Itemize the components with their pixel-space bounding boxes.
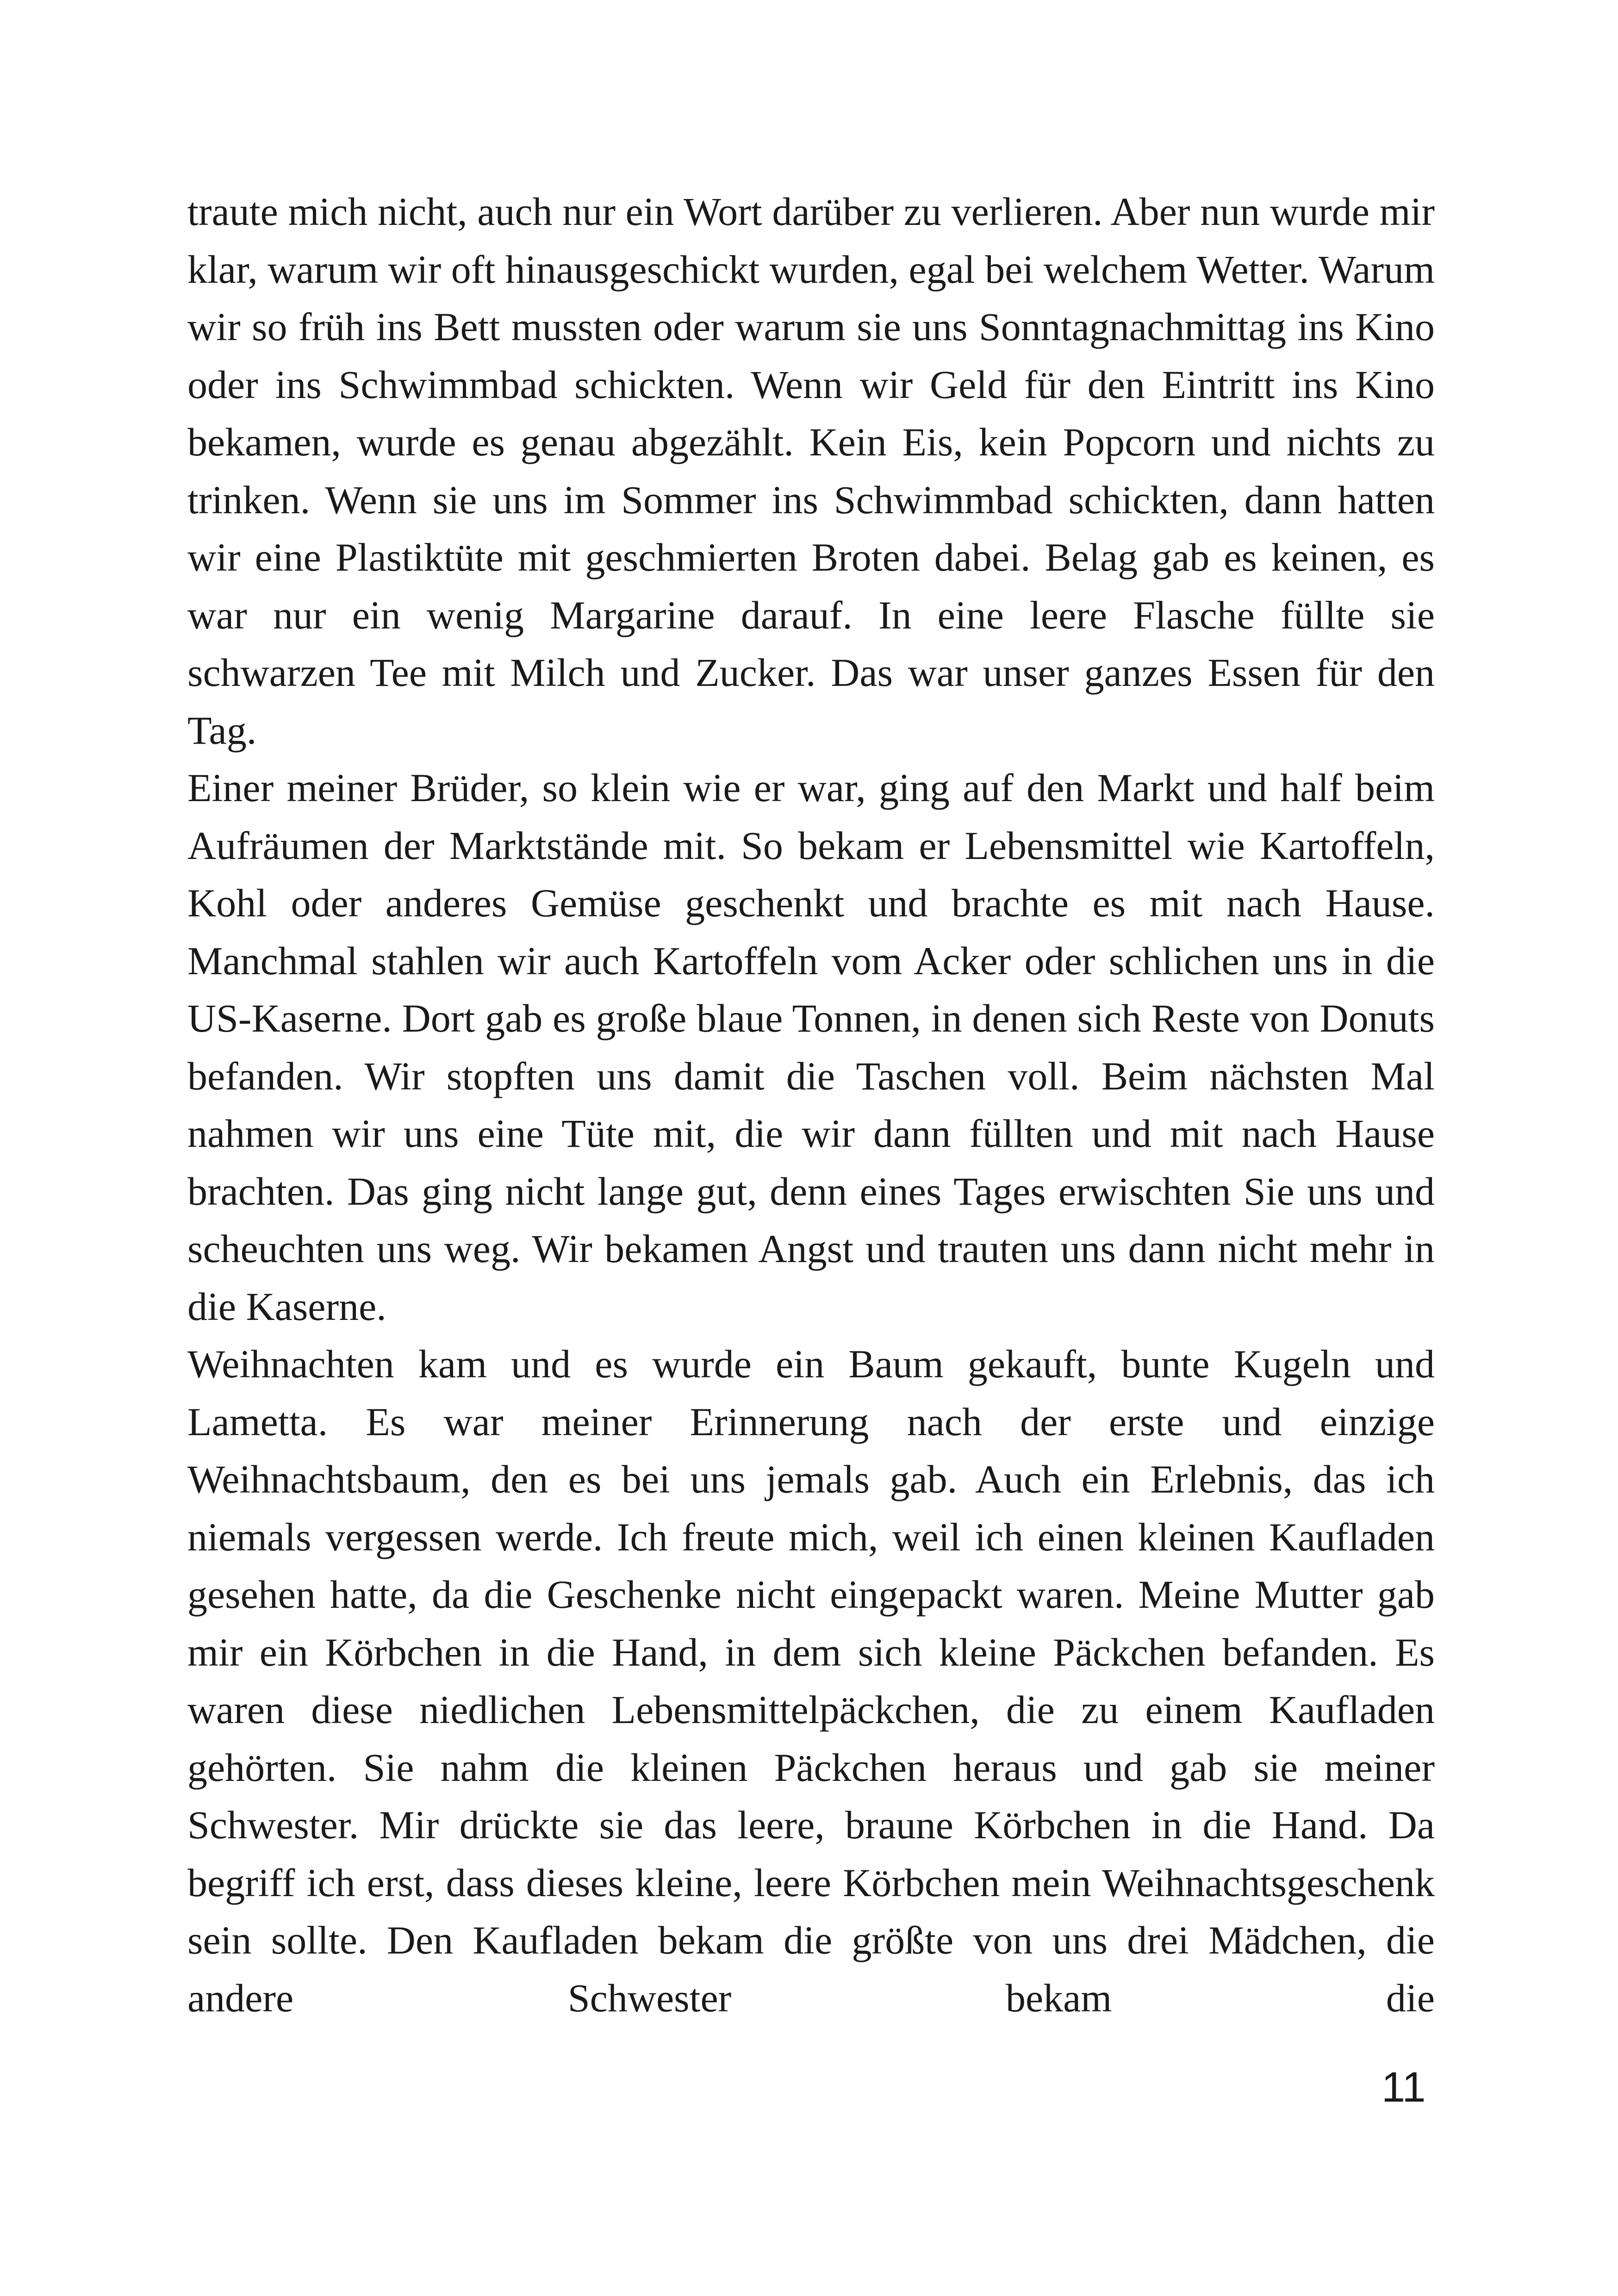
- paragraph-1: traute mich nicht, auch nur ein Wort darüber zu verlieren. Aber nun wurde mir klar, warum wir oft hinausgeschickt wurden, egal bei welchem Wetter. Warum wir so früh ins Bett mussten oder warum sie uns Sonntagnachmittag ins Kino oder ins Schwimmbad schickten. Wenn wir Geld für den Eintritt ins Kino bekamen, wurde es genau abgezählt. Kein Eis, kein Popcorn und nichts zu trinken. Wenn sie uns im Sommer ins Schwimmbad schickten, dann hatten wir eine Plastiktüte mit geschmierten Broten dabei. Belag gab es keinen, es war nur ein wenig Margarine darauf. In eine leere Flasche füllte sie schwarzen Tee mit Milch und Zucker. Das war unser ganzes Essen für den Tag.: [187, 189, 1435, 753]
- paragraph-3: Weihnachten kam und es wurde ein Baum gekauft, bunte Kugeln und Lametta. Es war meiner Erinnerung nach der erste und einzige Weihnachtsbaum, den es bei uns jemals gab. Auch ein Erlebnis, das ich niemals vergessen werde. Ich freute mich, weil ich einen kleinen Kaufladen gesehen hatte, da die Geschenke nicht eingepackt waren. Meine Mutter gab mir ein Körbchen in die Hand, in dem sich kleine Päckchen befanden. Es waren diese niedlichen Lebensmittelpäckchen, die zu einem Kaufladen gehörten. Sie nahm die kleinen Päckchen heraus und gab sie meiner Schwester. Mir drückte sie das leere, braune Körbchen in die Hand. Da begriff ich erst, dass dieses kleine, leere Körbchen mein Weihnachtsgeschenk sein sollte. Den Kaufladen bekam die größte von uns drei Mädchen, die andere Schwester bekam die: [187, 1342, 1435, 2020]
- body-text: [187, 183, 1435, 2027]
- paragraph-2: Einer meiner Brüder, so klein wie er war, ging auf den Markt und half beim Aufräumen der Marktstände mit. So bekam er Lebensmittel wie Kartoffeln, Kohl oder anderes Gemüse geschenkt und brachte es mit nach Hause. Manchmal stahlen wir auch Kartoffeln vom Acker oder schlichen uns in die US-Kaserne. Dort gab es große blaue Tonnen, in denen sich Reste von Donuts befanden. Wir stopften uns damit die Taschen voll. Beim nächsten Mal nahmen wir uns eine Tüte mit, die wir dann füllten und mit nach Hause brachten. Das ging nicht lange gut, denn eines Tages erwischten Sie uns und scheuchten uns weg. Wir bekamen Angst und trauten uns dann nicht mehr in die Kaserne.: [187, 765, 1435, 1329]
- page-number: 11: [1382, 2064, 1426, 2111]
